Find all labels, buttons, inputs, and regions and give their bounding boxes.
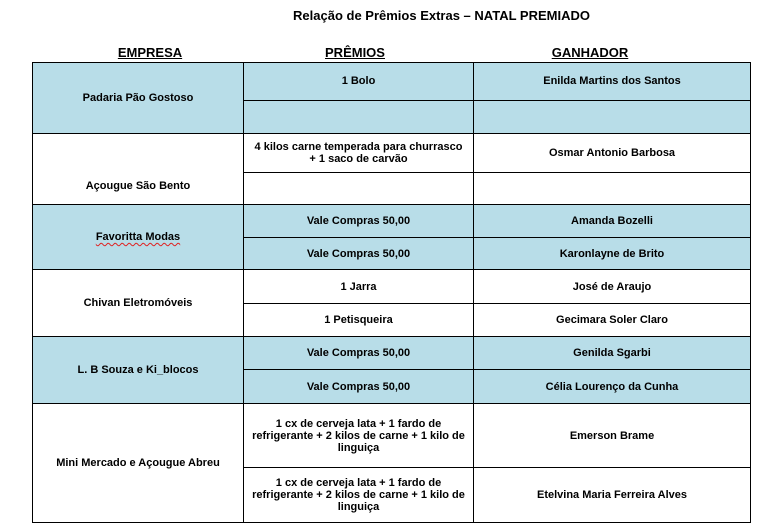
- prize-cell: 1 Jarra: [244, 270, 474, 304]
- header-winner: GANHADOR: [551, 45, 629, 60]
- table-row: [33, 404, 751, 468]
- company-cell: Chivan Eletromóveis: [33, 270, 244, 337]
- company-cell: L. B Souza e Ki_blocos: [33, 337, 244, 404]
- winner-cell: Gecimara Soler Claro: [474, 304, 751, 337]
- winner-cell: Genilda Sgarbi: [474, 337, 751, 370]
- winner-cell: Enilda Martins dos Santos: [474, 63, 751, 101]
- table-row: [33, 63, 751, 101]
- table-row: [33, 205, 751, 238]
- company-cell: Açougue São Bento: [33, 134, 244, 205]
- prize-cell: 1 cx de cerveja lata + 1 fardo de refrigerante + 2 kilos de carne + 1 kilo de linguiça: [244, 468, 474, 523]
- prize-cell: 1 Petisqueira: [244, 304, 474, 337]
- winner-cell: Célia Lourenço da Cunha: [474, 370, 751, 404]
- winner-cell: Karonlayne de Brito: [474, 238, 751, 270]
- prize-cell: 4 kilos carne temperada para churrasco + 1 saco de carvão: [244, 134, 474, 173]
- winner-cell: [474, 101, 751, 134]
- table-row: [33, 270, 751, 304]
- winner-cell: [474, 173, 751, 205]
- prize-cell: Vale Compras 50,00: [244, 205, 474, 238]
- company-cell: Padaria Pão Gostoso: [33, 63, 244, 134]
- company-cell: Mini Mercado e Açougue Abreu: [33, 404, 244, 523]
- table-row: [33, 134, 751, 173]
- column-headers: [0, 45, 778, 61]
- prize-cell: [244, 101, 474, 134]
- company-name-misspelled: Favoritta Modas: [95, 231, 181, 243]
- winner-cell: Emerson Brame: [474, 404, 751, 468]
- header-prizes: PRÊMIOS: [325, 45, 385, 60]
- winner-cell: Amanda Bozelli: [474, 205, 751, 238]
- prize-cell: 1 Bolo: [244, 63, 474, 101]
- prize-cell: Vale Compras 50,00: [244, 238, 474, 270]
- winner-cell: José de Araujo: [474, 270, 751, 304]
- prize-cell: 1 cx de cerveja lata + 1 fardo de refrigerante + 2 kilos de carne + 1 kilo de linguiça: [244, 404, 474, 468]
- company-cell: [33, 205, 244, 270]
- awards-table: [32, 62, 751, 523]
- table-row: [33, 337, 751, 370]
- header-company: EMPRESA: [117, 45, 183, 60]
- winner-cell: Etelvina Maria Ferreira Alves: [474, 468, 751, 523]
- prize-cell: [244, 173, 474, 205]
- prize-cell: Vale Compras 50,00: [244, 337, 474, 370]
- prize-cell: Vale Compras 50,00: [244, 370, 474, 404]
- winner-cell: Osmar Antonio Barbosa: [474, 134, 751, 173]
- document-title: Relação de Prêmios Extras – NATAL PREMIADO: [293, 8, 590, 23]
